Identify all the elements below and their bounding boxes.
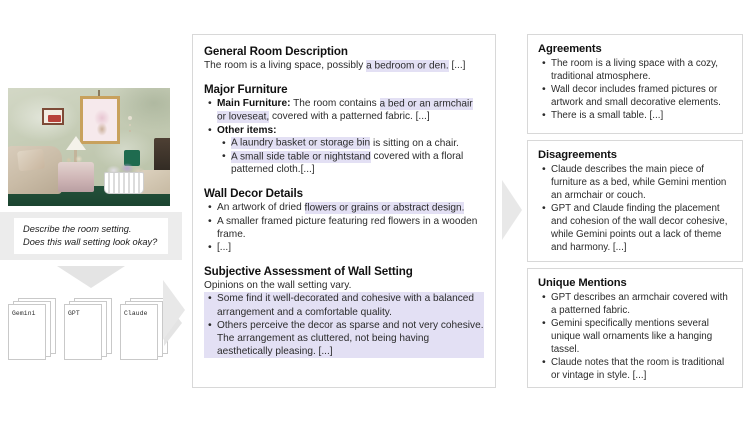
panel-title: Disagreements: [538, 149, 617, 161]
highlight-span: A laundry basket or storage bin: [231, 137, 371, 149]
photo-tabletop-ornaments: [64, 154, 88, 164]
panel-title: Agreements: [538, 43, 602, 55]
list-item: • Wall decor includes framed pictures or artwork and small decorative elements.: [551, 83, 732, 109]
text-pre: An artwork of dried: [217, 202, 305, 214]
section-intro: Opinions on the wall setting vary.: [204, 280, 352, 292]
list-item: • A smaller framed picture featuring red flowers in a wooden frame.: [217, 215, 484, 241]
item-label: Main Furniture:: [217, 98, 291, 110]
photo-laundry-basket: [104, 172, 144, 194]
photo-cushion: [17, 149, 45, 172]
section-title: Wall Decor Details: [204, 187, 303, 201]
prompt-line-2: Does this wall setting look okay?: [23, 237, 158, 247]
room-photo: [8, 88, 170, 206]
bullet-list-highlighted: [204, 292, 484, 358]
down-arrow-icon: [57, 266, 125, 288]
bullet-list: [538, 163, 732, 254]
text-post: covered with a patterned fabric. [...]: [269, 111, 430, 123]
sub-bullet-list: [217, 137, 484, 177]
sub-list-item: [231, 150, 484, 176]
section-wall-decor-details: [204, 187, 484, 254]
section-title: General Room Description: [204, 45, 348, 58]
section-intro: [204, 59, 484, 72]
item-label: Other items:: [217, 124, 277, 136]
text-pre: The room contains: [290, 98, 380, 110]
prompt-box: [14, 218, 168, 254]
list-item: [217, 97, 484, 123]
right-arrow-icon-to-comparison: [502, 180, 522, 240]
section-general-room-description: [204, 45, 484, 72]
highlight-span: A small side table or nightstand: [231, 151, 371, 163]
highlight-span: flowers or grains or abstract design.: [304, 202, 465, 214]
section-major-furniture: [204, 83, 484, 176]
list-item: • Claude describes the main piece of furniture as a bed, while Gemini mention an armchair or couch.: [551, 163, 732, 202]
panel-agreements: [527, 34, 743, 134]
right-arrow-icon-to-summary: [163, 280, 185, 340]
model-output-stacks: [8, 298, 174, 370]
list-item: • The room is a living space with a cozy, traditional atmosphere.: [551, 57, 732, 83]
bullet-list: [204, 97, 484, 176]
text-post: covered with a floral patterned cloth.[...]: [231, 151, 464, 176]
model-stack-gpt: [64, 298, 104, 362]
bullet-list: [538, 57, 732, 122]
model-label-claude: Claude: [124, 310, 148, 317]
panel-title: Unique Mentions: [538, 277, 627, 289]
text-pre: The room is a living space, possibly: [204, 60, 367, 71]
text-post: [...]: [448, 60, 466, 71]
list-item: • Gemini specifically mentions several unique wall ornaments like a hanging tassel.: [551, 317, 732, 356]
model-label-gpt: GPT: [68, 310, 80, 317]
list-item: • [...]: [217, 241, 484, 254]
prompt-line-1: Describe the room setting.: [23, 224, 132, 235]
list-item: • There is a small table. [...]: [551, 109, 732, 122]
highlight-span: a bedroom or den.: [366, 60, 449, 71]
list-item: • Claude notes that the room is traditional or vintage in style. [...]: [551, 356, 732, 382]
sub-list-item: [231, 137, 484, 150]
text-post: is sitting on a chair.: [370, 137, 459, 149]
list-item: [217, 124, 484, 177]
list-item: • Others perceive the decor as sparse and not very cohesive. The arrangement as cluttered, not being having aesthetically pleasing. [...]: [217, 319, 484, 359]
list-item: • Some find it well-decorated and cohesive with a balanced arrangement and a comfortable quality.: [217, 292, 484, 318]
section-title: Major Furniture: [204, 83, 288, 97]
highlight-span: a bed or an armchair or loveseat,: [217, 98, 473, 123]
photo-dark-side-table: [154, 138, 170, 174]
bullet-list: [538, 291, 732, 382]
section-title: Subjective Assessment of Wall Setting: [204, 265, 413, 279]
panel-disagreements: [527, 140, 743, 262]
list-item: • GPT describes an armchair covered with a patterned fabric.: [551, 291, 732, 317]
photo-lamp-shade: [66, 136, 86, 150]
photo-large-framed-artwork: [80, 96, 120, 144]
panel-unique-mentions: [527, 268, 743, 388]
photo-hanging-tassel: [128, 116, 132, 120]
summary-panel: [192, 34, 496, 388]
model-stack-gemini: [8, 298, 48, 362]
photo-skirted-side-table: [58, 162, 94, 192]
bullet-list: [204, 201, 484, 254]
input-column: [0, 0, 182, 422]
section-subjective-assessment: [204, 265, 484, 358]
list-item: • GPT and Claude finding the placement and cohesion of the wall decor cohesive, while Gemini points out a lack of theme and harmony. [...]: [551, 202, 732, 254]
model-label-gemini: Gemini: [12, 310, 36, 317]
list-item: [217, 201, 484, 214]
photo-small-framed-picture: [42, 108, 64, 125]
model-stack-claude: [120, 298, 160, 362]
